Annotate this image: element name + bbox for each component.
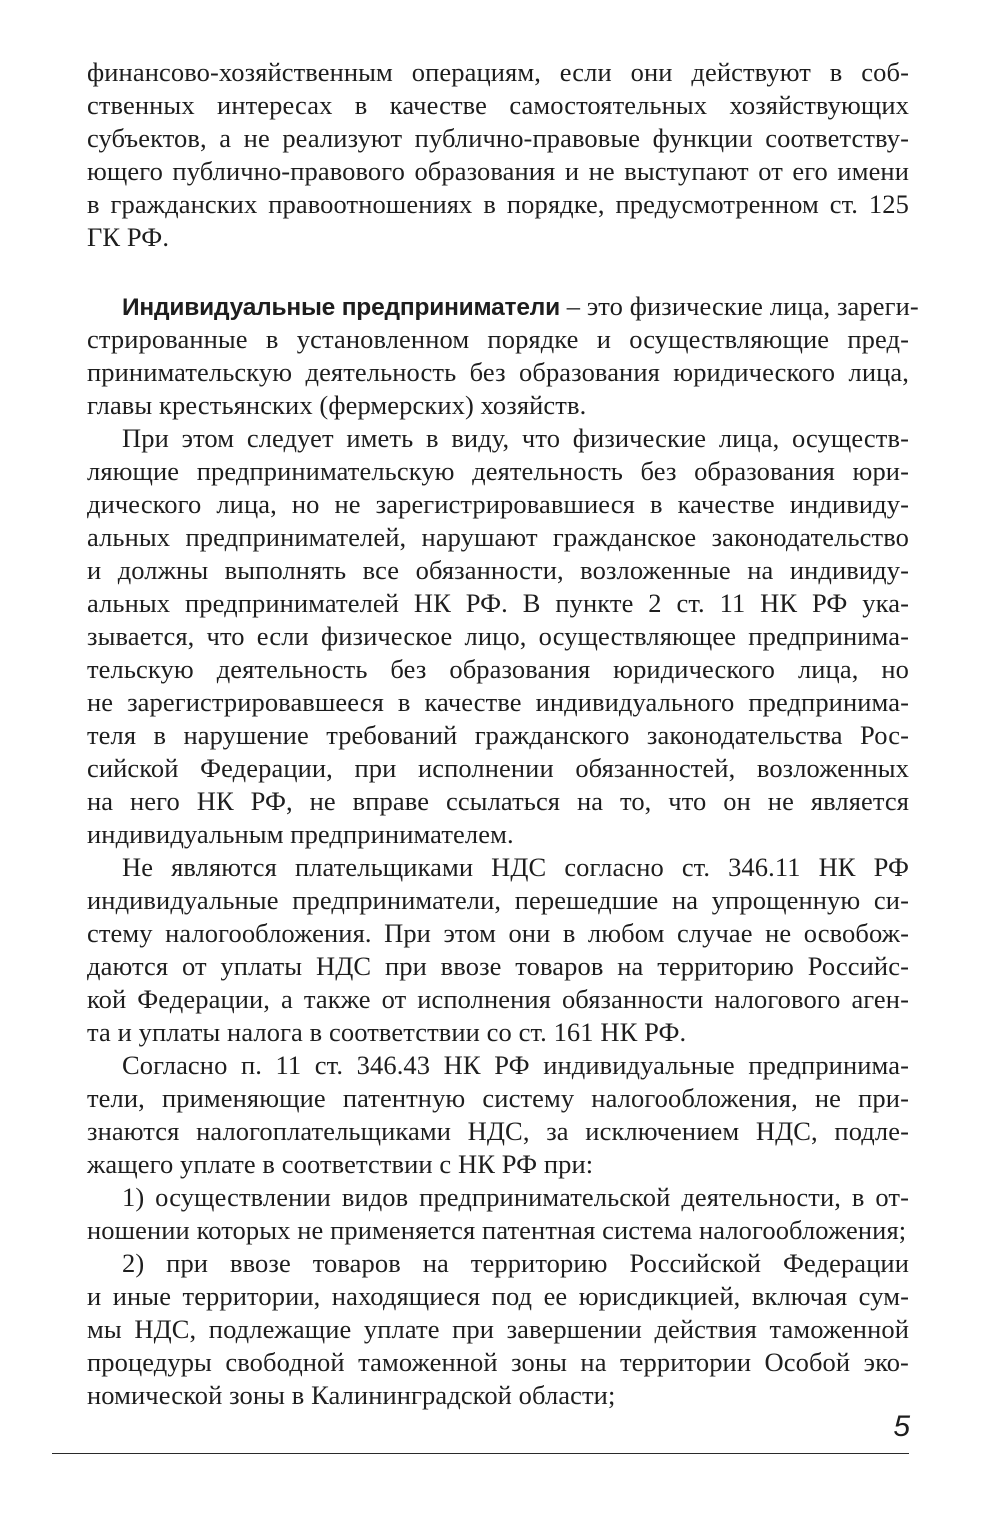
- paragraph: [87, 851, 909, 1049]
- text-line: альных предпринимателей НК РФ. В пункте 2 ст. 11 НК РФ ука-: [87, 588, 909, 618]
- defined-term: Индивидуальные предприниматели: [122, 294, 561, 321]
- text-line: стрированные в установленном порядке и осуществляющие пред-: [87, 324, 909, 354]
- text-line: процедуры свободной таможенной зоны на территории Особой эко-: [87, 1347, 909, 1377]
- paragraph-gap: [87, 254, 909, 290]
- paragraph-definition: [87, 290, 919, 422]
- text-line: сийской Федерации, при исполнении обязанностей, возложенных: [87, 753, 909, 783]
- text-line: знаются налогоплательщиками НДС, за исключением НДС, подле-: [87, 1116, 909, 1146]
- text-line: Не являются плательщиками НДС согласно ст. 346.11 НК РФ: [122, 852, 909, 882]
- text-line: главы крестьянских (фермерских) хозяйств.: [87, 390, 587, 420]
- text-line: финансово-хозяйственным операциям, если они действуют в соб-: [87, 57, 909, 87]
- text-line: тельскую деятельность без образования юридического лица, но: [87, 654, 909, 684]
- text-line: принимательскую деятельность без образования юридического лица,: [87, 357, 909, 387]
- page-body: [87, 56, 919, 1412]
- paragraph: [87, 422, 909, 851]
- text-line: тели, применяющие патентную систему налогообложения, не при-: [87, 1083, 909, 1113]
- footer-rule: [52, 1453, 909, 1454]
- text-line: теля в нарушение требований гражданского законодательства Рос-: [87, 720, 909, 750]
- text-line: индивидуальным предпринимателем.: [87, 819, 514, 849]
- list-item: [87, 1247, 909, 1412]
- list-item: [87, 1181, 909, 1247]
- text-line: номической зоны в Калининградской области;: [87, 1380, 616, 1410]
- paragraph-continuation: [87, 56, 909, 254]
- text-line: даются от уплаты НДС при ввозе товаров на территорию Российс-: [87, 951, 909, 981]
- text-line: ственных интересах в качестве самостоятельных хозяйствующих: [87, 90, 909, 120]
- text-line: альных предпринимателей, нарушают гражданское законодательство: [87, 522, 909, 552]
- text-line-with-term: [87, 290, 919, 323]
- paragraph: [87, 1049, 909, 1181]
- text-line: субъектов, а не реализуют публично-правовые функции соответству-: [87, 123, 909, 153]
- text-line: ношении которых не применяется патентная система налогообложения;: [87, 1215, 907, 1245]
- text-line: 2) при ввозе товаров на территорию Российской Федерации: [122, 1248, 909, 1278]
- text-line: 1) осуществлении видов предпринимательской деятельности, в от-: [122, 1182, 909, 1212]
- text-line: зывается, что если физическое лицо, осуществляющее предпринима-: [87, 621, 909, 651]
- text-line: ляющие предпринимательскую деятельность без образования юри-: [87, 456, 909, 486]
- page-number: 5: [893, 1410, 910, 1443]
- text-line: кой Федерации, а также от исполнения обязанности налогового аген-: [87, 984, 909, 1014]
- text-line: в гражданских правоотношениях в порядке, предусмотренном ст. 125: [87, 189, 909, 219]
- text-line: та и уплаты налога в соответствии со ст. 161 НК РФ.: [87, 1017, 687, 1047]
- text-line: и иные территории, находящиеся под ее юрисдикцией, включая сум-: [87, 1281, 909, 1311]
- text-line: и должны выполнять все обязанности, возложенные на индивиду-: [87, 555, 909, 585]
- text-line: стему налогообложения. При этом они в любом случае не освобож-: [87, 918, 909, 948]
- text-line: жащего уплате в соответствии с НК РФ при:: [87, 1149, 594, 1179]
- text-line: ГК РФ.: [87, 222, 170, 252]
- text-line: дического лица, но не зарегистрировавшиеся в качестве индивиду-: [87, 489, 909, 519]
- text-line: не зарегистрировавшееся в качестве индивидуального предпринима-: [87, 687, 909, 717]
- text-line: При этом следует иметь в виду, что физические лица, осуществ-: [122, 423, 909, 453]
- text-line: на него НК РФ, не вправе ссылаться на то, что он не является: [87, 786, 909, 816]
- text-line: Согласно п. 11 ст. 346.43 НК РФ индивидуальные предпринима-: [122, 1050, 909, 1080]
- text-line: мы НДС, подлежащие уплате при завершении действия таможенной: [87, 1314, 909, 1344]
- text-fragment: – это физические лица, зареги-: [560, 291, 919, 321]
- text-line: ющего публично-правового образования и не выступают от его имени: [87, 156, 909, 186]
- text-line: индивидуальные предприниматели, перешедшие на упрощенную си-: [87, 885, 909, 915]
